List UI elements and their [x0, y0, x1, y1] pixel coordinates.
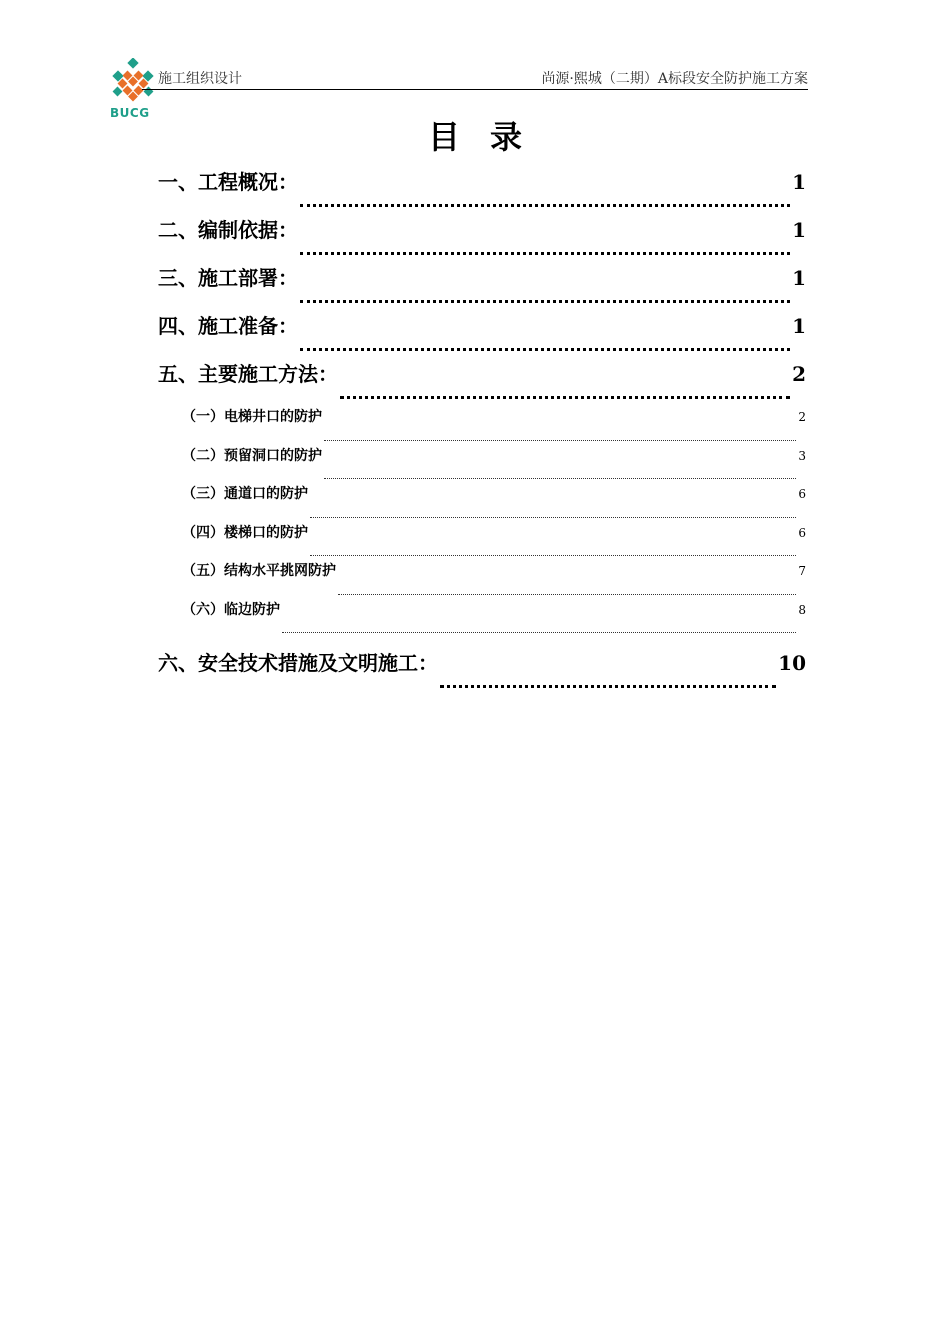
toc-leader-dots [282, 632, 796, 633]
toc-subentry-label: （三）通道口的防护 [182, 486, 308, 502]
toc-leader-dots [340, 396, 790, 399]
toc-page-number: 10 [778, 651, 806, 675]
toc-leader-dots [440, 685, 776, 688]
toc-entry-label: 六、安全技术措施及文明施工： [158, 651, 438, 675]
toc-subentry-5-4[interactable] [158, 522, 806, 561]
table-of-contents [158, 166, 806, 695]
toc-leader-dots [338, 594, 796, 595]
toc-entry-section-4[interactable] [158, 310, 806, 358]
toc-leader-dots [310, 517, 796, 518]
toc-page-number: 2 [798, 410, 806, 424]
toc-leader-dots [324, 478, 796, 479]
toc-page-number: 7 [798, 564, 806, 578]
header-divider [142, 89, 808, 90]
toc-leader-dots [300, 300, 790, 303]
toc-page-number: 1 [792, 170, 806, 194]
toc-entry-section-6[interactable] [158, 647, 806, 695]
toc-entry-label: 四、施工准备： [158, 314, 298, 338]
toc-subentry-5-1[interactable] [158, 406, 806, 445]
toc-entry-label: 五、主要施工方法： [158, 362, 338, 386]
toc-entry-label: 二、编制依据： [158, 218, 298, 242]
toc-page-number: 3 [798, 448, 806, 463]
toc-subentry-5-2[interactable] [158, 445, 806, 484]
toc-leader-dots [300, 204, 790, 207]
toc-entry-section-1[interactable] [158, 166, 806, 214]
toc-entry-section-2[interactable] [158, 214, 806, 262]
toc-subentry-5-6[interactable] [158, 599, 806, 638]
toc-title: 目录 [427, 118, 552, 156]
toc-subentry-label: （四）楼梯口的防护 [182, 524, 308, 541]
toc-entry-label: 三、施工部署： [158, 266, 298, 290]
toc-entry-section-3[interactable] [158, 262, 806, 310]
header-project-title: 尚源·熙城（二期）A标段安全防护施工方案 [541, 71, 808, 87]
toc-page-number: 8 [798, 602, 806, 617]
toc-page-number: 1 [792, 314, 806, 338]
toc-subentry-label: （一）电梯井口的防护 [182, 409, 322, 425]
toc-entry-section-5[interactable] [158, 358, 806, 406]
toc-subentry-label: （二）预留洞口的防护 [182, 447, 322, 464]
toc-page-number: 1 [792, 218, 806, 242]
toc-subentry-5-3[interactable] [158, 483, 806, 522]
header-document-type: 施工组织设计 [158, 71, 242, 87]
toc-spacer [158, 637, 806, 647]
logo-text: BUCG [110, 106, 150, 120]
toc-entry-label: 一、工程概况： [158, 170, 298, 194]
toc-page-number: 6 [798, 487, 806, 501]
toc-subentry-label: （六）临边防护 [182, 601, 280, 618]
toc-page-number: 1 [792, 266, 806, 290]
toc-leader-dots [300, 252, 790, 255]
toc-subentry-label: （五）结构水平挑网防护 [182, 563, 336, 579]
toc-page-number: 6 [798, 525, 806, 540]
toc-leader-dots [300, 348, 790, 351]
toc-page-number: 2 [792, 362, 806, 386]
toc-subentry-5-5[interactable] [158, 560, 806, 599]
toc-leader-dots [310, 555, 796, 556]
toc-leader-dots [324, 440, 796, 441]
